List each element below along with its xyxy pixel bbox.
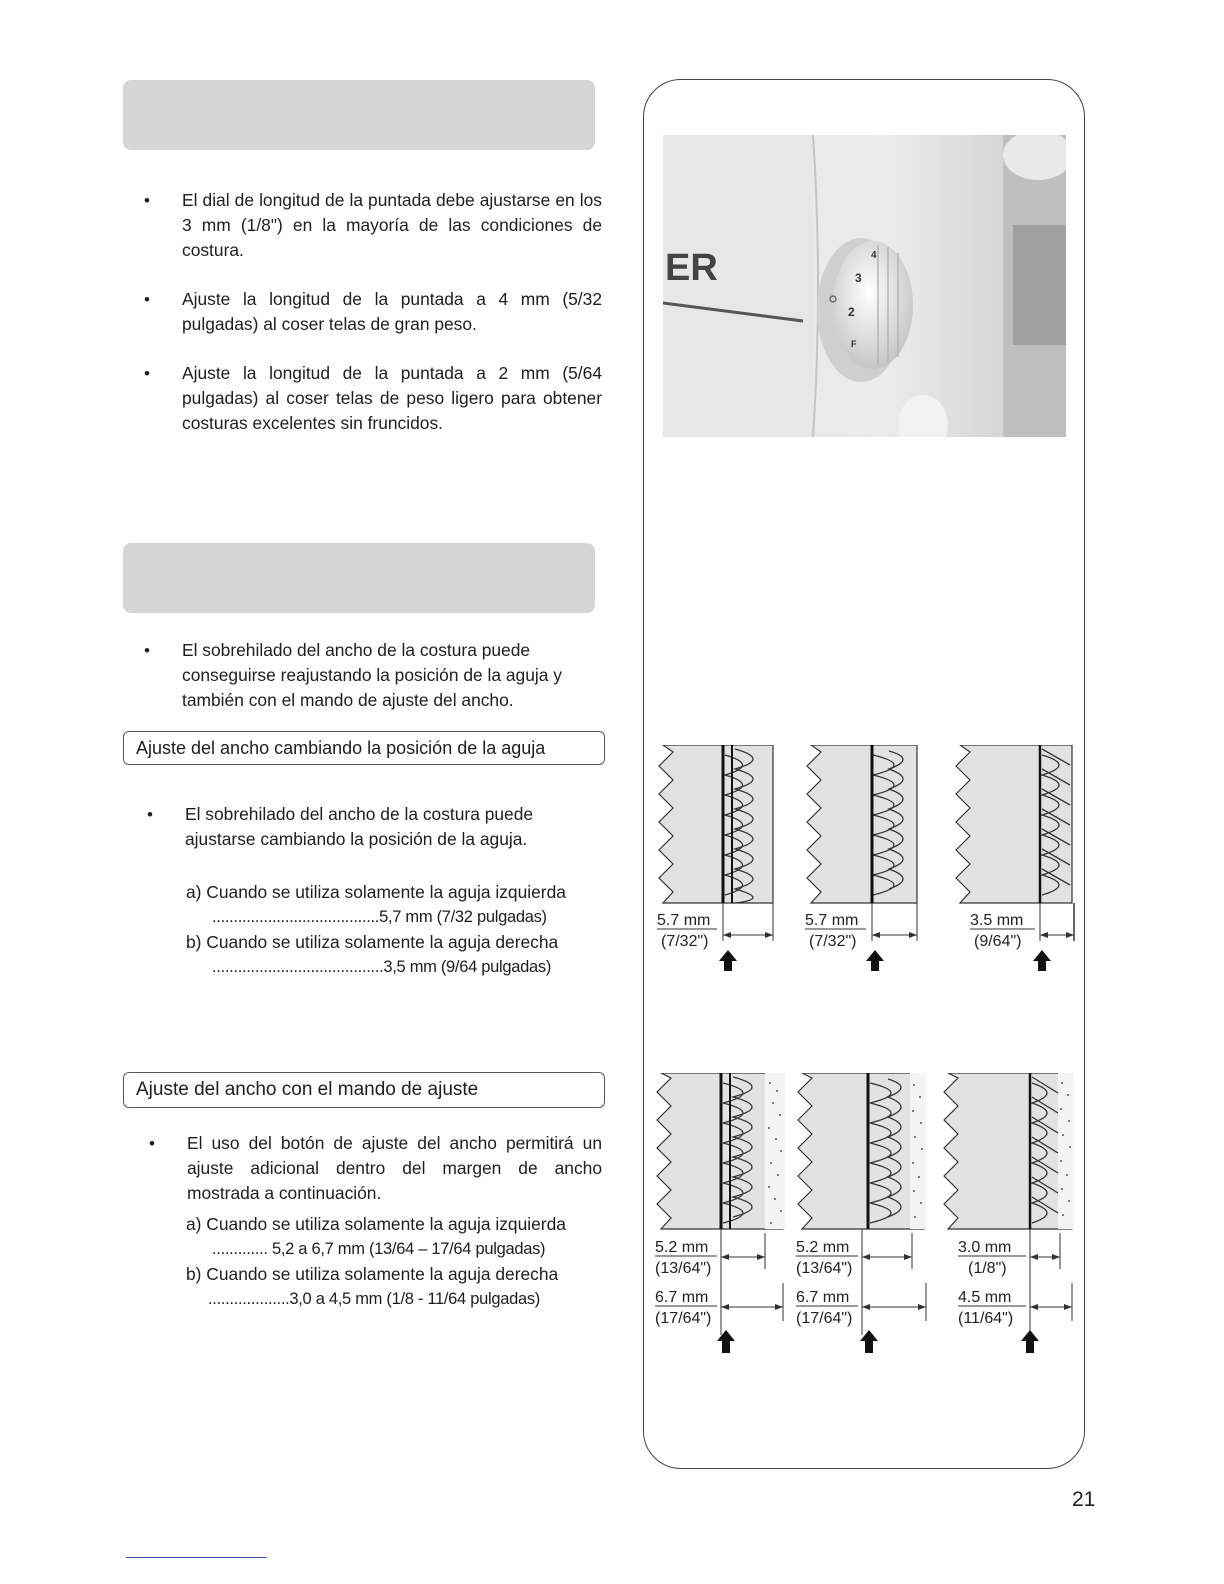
needle-arrow-icon — [866, 950, 884, 971]
width-inch-label: (17/64") — [655, 1310, 712, 1327]
width-inch-label: (17/64") — [796, 1310, 853, 1327]
stitch-diagram-left-needle — [655, 745, 777, 975]
footer-divider — [126, 1557, 267, 1558]
needle-position-values — [186, 880, 606, 980]
needle-arrow-icon — [1033, 950, 1051, 971]
item-a-label: a) Cuando se utiliza solamente la aguja izquierda — [186, 882, 566, 902]
section1-title-bar — [123, 80, 595, 150]
needle-arrow-icon — [1021, 1330, 1039, 1353]
width-mm-label: 3.5 mm — [970, 912, 1024, 929]
dial-number: 4 — [871, 250, 877, 261]
list-item: • Ajuste la longitud de la puntada a 4 mm (5/32 pulgadas) al coser telas de gran peso. — [144, 289, 602, 334]
item-a-value: ............. 5,2 a 6,7 mm (13/64 – 17/64 pulgadas) — [212, 1240, 546, 1258]
needle-arrow-icon — [860, 1330, 878, 1353]
width-mm-label: 5.7 mm — [657, 912, 711, 929]
width-inch-label: (7/32") — [661, 933, 709, 950]
bullet-icon: • — [144, 290, 150, 309]
needle-position-bullet — [143, 802, 605, 876]
section2-title-bar — [123, 543, 595, 613]
list-item: • Ajuste la longitud de la puntada a 2 mm (5/64 pulgadas) al coser telas de peso ligero para obtener costuras excelentes sin fruncidos. — [144, 363, 602, 433]
dial-number: 3 — [855, 271, 862, 285]
needle-arrow-icon — [717, 1330, 735, 1353]
bullet-icon: • — [144, 641, 150, 660]
item-a-label: a) Cuando se utiliza solamente la aguja izquierda — [186, 1214, 566, 1234]
width-mm-label: 5.2 mm — [796, 1239, 850, 1256]
stitch-diagram-knob-left-needle — [653, 1073, 787, 1363]
brand-logo-fragment: ER — [665, 247, 718, 289]
width-inch-label: (13/64") — [655, 1260, 712, 1277]
list-item: • El sobrehilado del ancho de la costura puede ajustarse cambiando la posición de la aguja. — [147, 804, 534, 849]
width-mm-label: 3.0 mm — [958, 1239, 1012, 1256]
width-mm-label: 4.5 mm — [958, 1289, 1012, 1306]
section1-bullets — [140, 188, 602, 460]
section2-intro — [140, 638, 602, 737]
width-inch-label: (9/64") — [974, 933, 1022, 950]
needle-arrow-icon — [719, 950, 737, 971]
width-mm-label: 5.7 mm — [805, 912, 859, 929]
item-b-label: b) Cuando se utiliza solamente la aguja derecha — [186, 1264, 559, 1284]
width-inch-label: (11/64") — [958, 1310, 1014, 1327]
knob-values — [186, 1212, 606, 1312]
stitch-diagram-knob-left-needle-2 — [794, 1073, 928, 1363]
item-a-value: .......................................5,7 mm (7/32 pulgadas) — [212, 908, 547, 926]
stitch-diagram-right-needle — [952, 745, 1078, 975]
list-item: • El dial de longitud de la puntada debe ajustarse en los 3 mm (1/8") en la mayoría de las condiciones de costura. — [144, 190, 602, 260]
bullet-icon: • — [144, 191, 150, 210]
needle-position-heading: Ajuste del ancho cambiando la posición de la aguja — [123, 731, 605, 765]
bullet-icon: • — [149, 1134, 155, 1153]
item-b-value: ........................................3,5 mm (9/64 pulgadas) — [212, 958, 552, 976]
list-item: • El sobrehilado del ancho de la costura puede conseguirse reajustando la posición de la aguja y también con el mando de ajuste del ancho. — [144, 640, 562, 710]
dial-number: F — [851, 339, 857, 349]
stitch-diagram-knob-right-needle — [940, 1073, 1076, 1363]
width-mm-label: 6.7 mm — [655, 1289, 709, 1306]
dial-number: 2 — [848, 305, 855, 319]
list-item: • El uso del botón de ajuste del ancho permitirá un ajuste adicional dentro del margen de ancho mostrada a continuación. — [149, 1133, 602, 1203]
page-number: 21 — [1072, 1488, 1096, 1511]
bullet-icon: • — [144, 364, 150, 383]
width-inch-label: (7/32") — [809, 933, 857, 950]
stitch-length-dial-photo — [663, 135, 1066, 437]
item-b-value: ...................3,0 a 4,5 mm (1/8 - 11/64 pulgadas) — [208, 1290, 540, 1308]
knob-heading: Ajuste del ancho con el mando de ajuste — [123, 1072, 605, 1108]
width-mm-label: 6.7 mm — [796, 1289, 850, 1306]
width-inch-label: (1/8") — [968, 1260, 1007, 1277]
width-mm-label: 5.2 mm — [655, 1239, 709, 1256]
bullet-icon: • — [147, 805, 153, 824]
width-inch-label: (13/64") — [796, 1260, 853, 1277]
stitch-diagram-left-needle-2 — [803, 745, 925, 975]
item-b-label: b) Cuando se utiliza solamente la aguja derecha — [186, 932, 559, 952]
